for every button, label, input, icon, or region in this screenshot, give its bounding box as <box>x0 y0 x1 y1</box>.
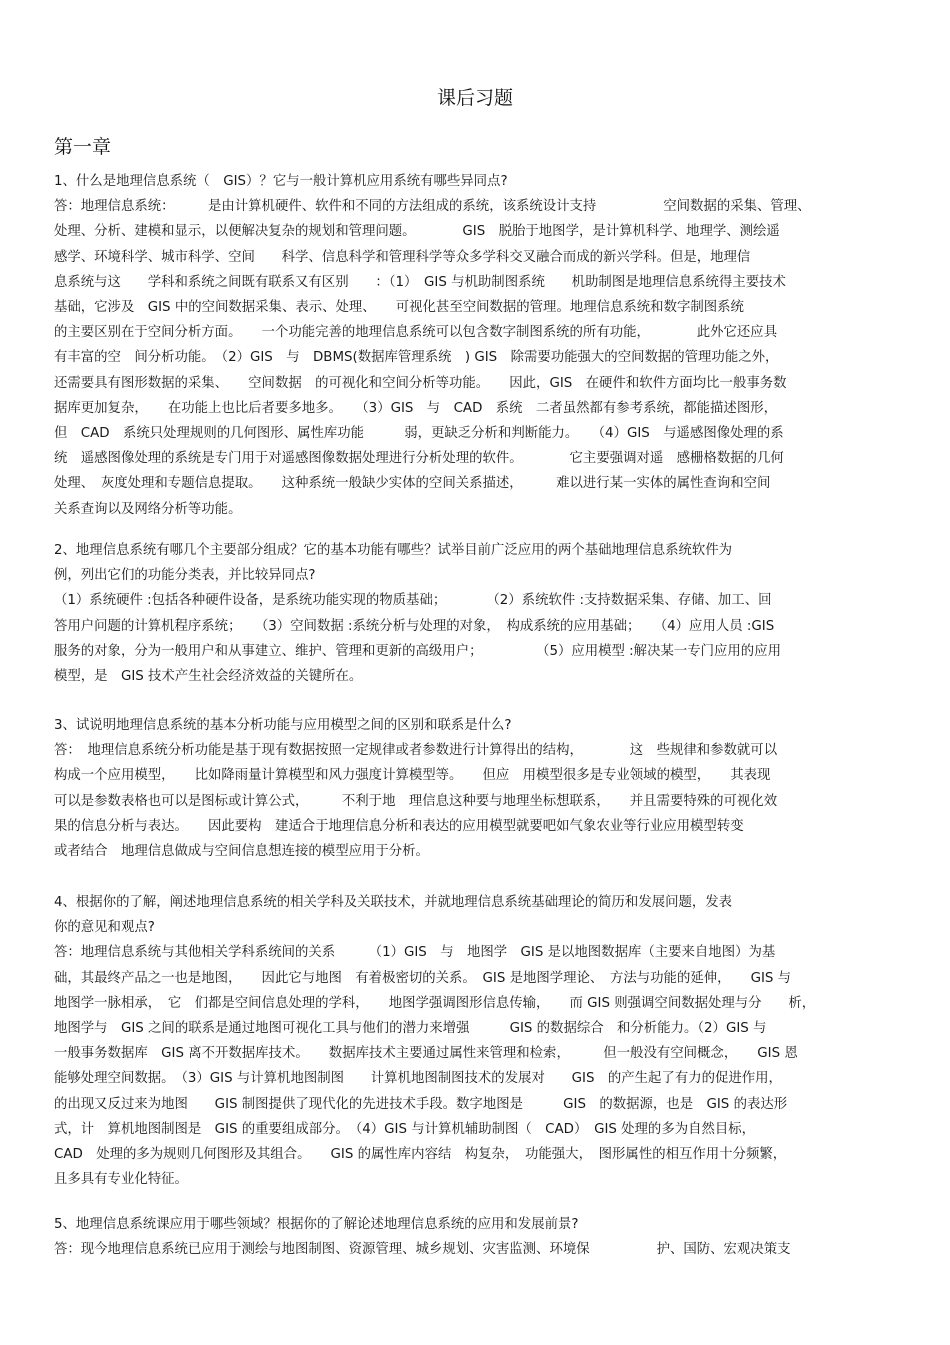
text-line: 4、根据你的了解，阐述地理信息系统的相关学科及关联技术，并就地理信息系统基础理论的简历和发展问题，发表 <box>54 895 733 910</box>
text-line: 答：地理信息系统与其他相关学科系统间的关系 （1）GIS 与 地图学 GIS 是以地图数据库（主要来自地图）为基 <box>54 945 776 960</box>
text-line: 5、地理信息系统课应用于哪些领域？根据你的了解论述地理信息系统的应用和发展前景? <box>54 1217 579 1232</box>
text-line: CAD 处理的多为规则几何图形及其组合。 GIS 的属性库内容结 构复杂， 功能强大， 图形属性的相互作用十分频繁， <box>54 1147 787 1162</box>
text-line: 答：现今地理信息系统已应用于测绘与地图制图、资源管理、城乡规划、灾害监测、环境保 护、国防、宏观决策支 <box>54 1242 791 1257</box>
text-line: 地图学与 GIS 之间的联系是通过地图可视化工具与他们的潜力来增强 GIS 的数据综合 和分析能力。（2）GIS 与 <box>54 1021 767 1036</box>
text-line: 服务的对象，分为一般用户和从事建立、维护、管理和更新的高级用户； （5）应用模型 :解决某一专门应用的应用 <box>54 644 781 659</box>
chapter-heading: 第一章 <box>54 136 112 158</box>
text-line: 处理、 灰度处理和专题信息提取。 这种系统一般缺少实体的空间关系描述， 难以进行某一实体的属性查询和空间 <box>54 476 771 491</box>
text-line: 果的信息分析与表达。 因此要构 建适合于地理信息分析和表达的应用模型就要吧如气象农业等行业应用模型转变 <box>54 819 744 834</box>
text-line: 地图学一脉相承， 它 们都是空间信息处理的学科， 地图学强调图形信息传输， 而 GIS 则强调空间数据处理与分 析， <box>54 996 816 1011</box>
text-line: 息系统与这 学科和系统之间既有联系又有区别 ：（1） GIS 与机助制图系统 机助制图是地理信息系统得主要技术 <box>54 275 786 290</box>
text-line: 基础，它涉及 GIS 中的空间数据采集、表示、处理、 可视化甚至空间数据的管理。地理信息系统和数字制图系统 <box>54 300 744 315</box>
text-line: 1、什么是地理信息系统（ GIS）？它与一般计算机应用系统有哪些异同点? <box>54 174 508 189</box>
text-line: 且多具有专业化特征。 <box>54 1172 188 1187</box>
text-line: 模型，是 GIS 技术产生社会经济效益的关键所在。 <box>54 669 363 684</box>
text-line: 关系查询以及网络分析等功能。 <box>54 502 242 517</box>
text-line: 可以是参数表格也可以是图标或计算公式， 不利于地 理信息这种要与地理坐标想联系， 并且需要特殊的可视化效 <box>54 794 778 809</box>
text-line: 答用户问题的计算机程序系统； （3）空间数据 :系统分析与处理的对象， 构成系统的应用基础； （4）应用人员 :GIS <box>54 619 775 634</box>
text-line: 据库更加复杂， 在功能上也比后者要多地多。 （3）GIS 与 CAD 系统 二者虽然都有参考系统，都能描述图形， <box>54 401 777 416</box>
text-line: 有丰富的空 间分析功能。 （2）GIS 与 DBMS(数据库管理系统 ) GIS 除需要功能强大的空间数据的管理功能之外， <box>54 350 779 365</box>
text-line: 能够处理空间数据。 （3）GIS 与计算机地图制图 计算机地图制图技术的发展对 GIS 的产生起了有力的促进作用， <box>54 1071 782 1086</box>
text-line: 式，计 算机地图制图是 GIS 的重要组成部分。 （4）GIS 与计算机辅助制图（ CAD） GIS 处理的多为自然目标， <box>54 1122 756 1137</box>
text-line: 的出现又反过来为地图 GIS 制图提供了现代化的先进技术手段。数字地图是 GIS 的数据源，也是 GIS 的表达形 <box>54 1097 788 1112</box>
text-line: 统 遥感图像处理的系统是专门用于对遥感图像数据处理进行分析处理的软件。 它主要强调对遥 感栅格数据的几何 <box>54 451 784 466</box>
text-line: 或者结合 地理信息做成与空间信息想连接的模型应用于分析。 <box>54 844 429 859</box>
document-title: 课后习题 <box>436 87 513 109</box>
text-line: 还需要具有图形数据的采集、 空间数据 的可视化和空间分析等功能。 因此，GIS 在硬件和软件方面均比一般事务数 <box>54 376 787 391</box>
text-line: 处理、分析、建模和显示，以便解决复杂的规划和管理问题。 GIS 脱胎于地图学，是计算机科学、地理学、测绘遥 <box>54 224 780 239</box>
text-line: 础，其最终产品之一也是地图， 因此它与地图 有着极密切的关系。 GIS 是地图学理论、 方法与功能的延伸， GIS 与 <box>54 971 792 986</box>
text-line: 构成一个应用模型， 比如降雨量计算模型和风力强度计算模型等。 但应 用模型很多是专业领域的模型， 其表现 <box>54 768 771 783</box>
text-line: 3、试说明地理信息系统的基本分析功能与应用模型之间的区别和联系是什么? <box>54 718 512 733</box>
text-line: 的主要区别在于空间分析方面。 一个功能完善的地理信息系统可以包含数字制图系统的所有功能， 此外它还应具 <box>54 325 778 340</box>
text-line: 2、地理信息系统有哪几个主要部分组成？它的基本功能有哪些？试举目前广泛应用的两个基础地理信息系统软件为 <box>54 543 733 558</box>
text-line: 一般事务数据库 GIS 离不开数据库技术。 数据库技术主要通过属性来管理和检索， 但一般没有空间概念， GIS 恩 <box>54 1046 798 1061</box>
text-line: （1）系统硬件 :包括各种硬件设备，是系统功能实现的物质基础； （2）系统软件 :支持数据采集、存储、加工、回 <box>54 593 772 608</box>
text-line: 例，列出它们的功能分类表，并比较异同点? <box>54 568 316 583</box>
text-line: 但 CAD 系统只处理规则的几何图形、属性库功能 弱，更缺乏分析和判断能力。 （4）GIS 与遥感图像处理的系 <box>54 426 784 441</box>
text-line: 你的意见和观点? <box>54 920 155 935</box>
text-line: 答： 地理信息系统分析功能是基于现有数据按照一定规律或者参数进行计算得出的结构， 这 些规律和参数就可以 <box>54 743 778 758</box>
text-line: 答：地理信息系统： 是由计算机硬件、软件和不同的方法组成的系统，该系统设计支持 空间数据的采集、管理、 <box>54 199 811 214</box>
text-line: 感学、环境科学、城市科学、空间 科学、信息科学和管理科学等众多学科交叉融合而成的新兴学科。但是，地理信 <box>54 250 751 265</box>
